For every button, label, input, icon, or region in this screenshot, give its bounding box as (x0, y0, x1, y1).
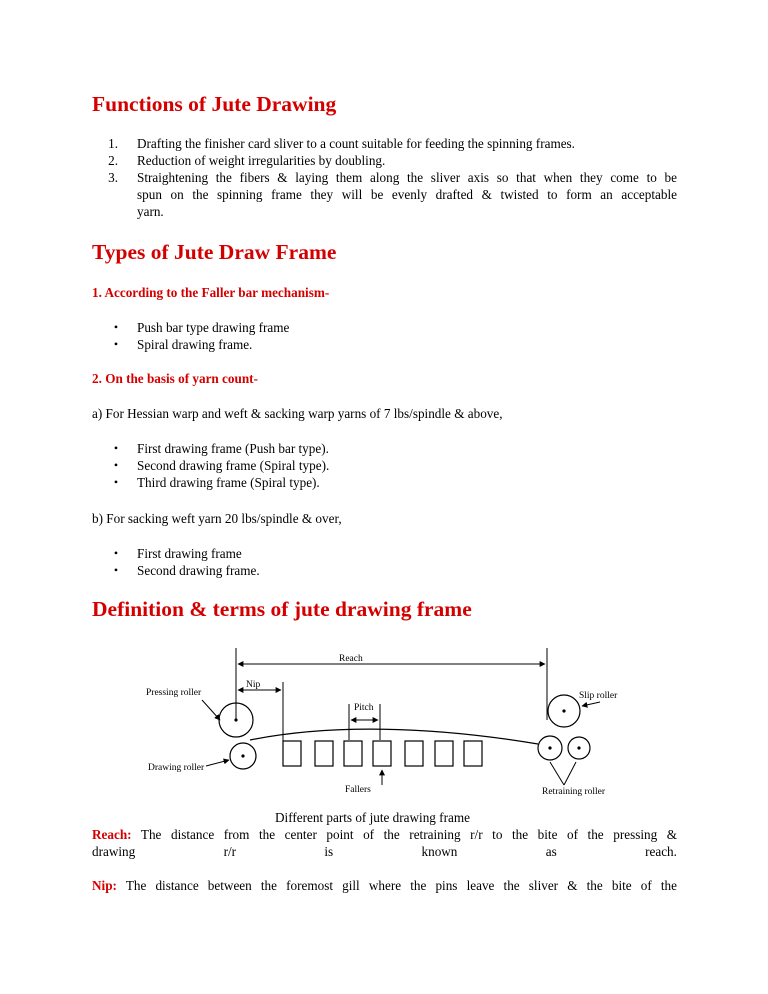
word: as (545, 844, 557, 859)
faller-bar (344, 741, 362, 766)
faller-bar (373, 741, 391, 766)
pressing-roller-arrow (202, 700, 220, 720)
list-number: 3. (108, 170, 118, 185)
slip-roller-arrow (582, 702, 600, 706)
retaining-roller-pointer (550, 762, 564, 785)
bullet-icon: • (113, 563, 119, 577)
label-retaining-roller: Retraining roller (542, 787, 606, 797)
list-item: Third drawing frame (Spiral type). (137, 475, 320, 490)
list-number: 2. (108, 153, 118, 168)
word: r/r (223, 844, 237, 859)
bullet-icon: • (113, 458, 119, 472)
fallers-group (283, 741, 482, 766)
reach-definition-line1 (92, 826, 677, 843)
drawing-frame-diagram (130, 640, 650, 810)
faller-bar (283, 741, 301, 766)
list-item-line: Straightening the fibers & laying them along the sliver axis so that when they come to be (137, 170, 677, 185)
bullet-icon: • (113, 546, 119, 560)
nip-definition-text: The distance between the foremost gill where the pins leave the sliver & the bite of the (125, 878, 677, 893)
faller-bar (405, 741, 423, 766)
list-item-line: spun on the spinning frame they will be evenly drafted & twisted to form an acceptable (137, 187, 677, 202)
word: known (421, 844, 458, 859)
roller-center-dot (241, 754, 244, 757)
label-drawing-roller: Drawing roller (148, 763, 205, 773)
faller-bar (464, 741, 482, 766)
nip-definition-line1 (92, 877, 677, 894)
term-reach: Reach: (92, 827, 132, 842)
label-fallers: Fallers (345, 785, 371, 795)
faller-bar (315, 741, 333, 766)
label-pitch: Pitch (354, 703, 374, 713)
word: reach. (645, 844, 677, 859)
list-item: First drawing frame (137, 546, 242, 561)
subheading-yarn-count: 2. On the basis of yarn count- (92, 371, 258, 386)
list-item-line: yarn. (137, 204, 164, 219)
list-item: First drawing frame (Push bar type). (137, 441, 329, 456)
list-item: Second drawing frame (Spiral type). (137, 458, 330, 473)
drawing-roller-arrow (206, 760, 229, 766)
list-item: Push bar type drawing frame (137, 320, 290, 335)
bullet-icon: • (113, 337, 119, 351)
section-title-types: Types of Jute Draw Frame (92, 240, 337, 264)
roller-center-dot (234, 718, 237, 721)
list-item: Drafting the finisher card sliver to a count suitable for feeding the spinning frames. (137, 136, 575, 151)
term-nip: Nip: (92, 878, 117, 893)
section-title-definition: Definition & terms of jute drawing frame (92, 597, 472, 621)
diagram-caption: Different parts of jute drawing frame (275, 810, 470, 825)
section-title-functions: Functions of Jute Drawing (92, 92, 337, 116)
roller-center-dot (577, 746, 580, 749)
list-item: Spiral drawing frame. (137, 337, 253, 352)
list-number: 1. (108, 136, 118, 151)
reach-definition-line2 (92, 843, 677, 860)
retaining-roller-pointer (564, 762, 576, 785)
label-pressing-roller: Pressing roller (146, 688, 202, 698)
label-nip: Nip (246, 680, 261, 690)
label-slip-roller: Slip roller (579, 691, 618, 701)
paragraph-b: b) For sacking weft yarn 20 lbs/spindle & over, (92, 511, 342, 526)
sliver-curve (250, 729, 538, 744)
bullet-icon: • (113, 441, 119, 455)
roller-center-dot (548, 746, 551, 749)
word: drawing (92, 844, 136, 859)
list-item: Reduction of weight irregularities by doubling. (137, 153, 386, 168)
subheading-faller: 1. According to the Faller bar mechanism- (92, 285, 330, 300)
list-item: Second drawing frame. (137, 563, 260, 578)
faller-bar (435, 741, 453, 766)
bullet-icon: • (113, 320, 119, 334)
roller-center-dot (562, 709, 565, 712)
word: is (324, 844, 334, 859)
paragraph-a: a) For Hessian warp and weft & sacking warp yarns of 7 lbs/spindle & above, (92, 406, 503, 421)
bullet-icon: • (113, 475, 119, 489)
reach-definition-text: The distance from the center point of the retraining r/r to the bite of the pressing & (140, 827, 678, 842)
label-reach: Reach (339, 654, 363, 664)
